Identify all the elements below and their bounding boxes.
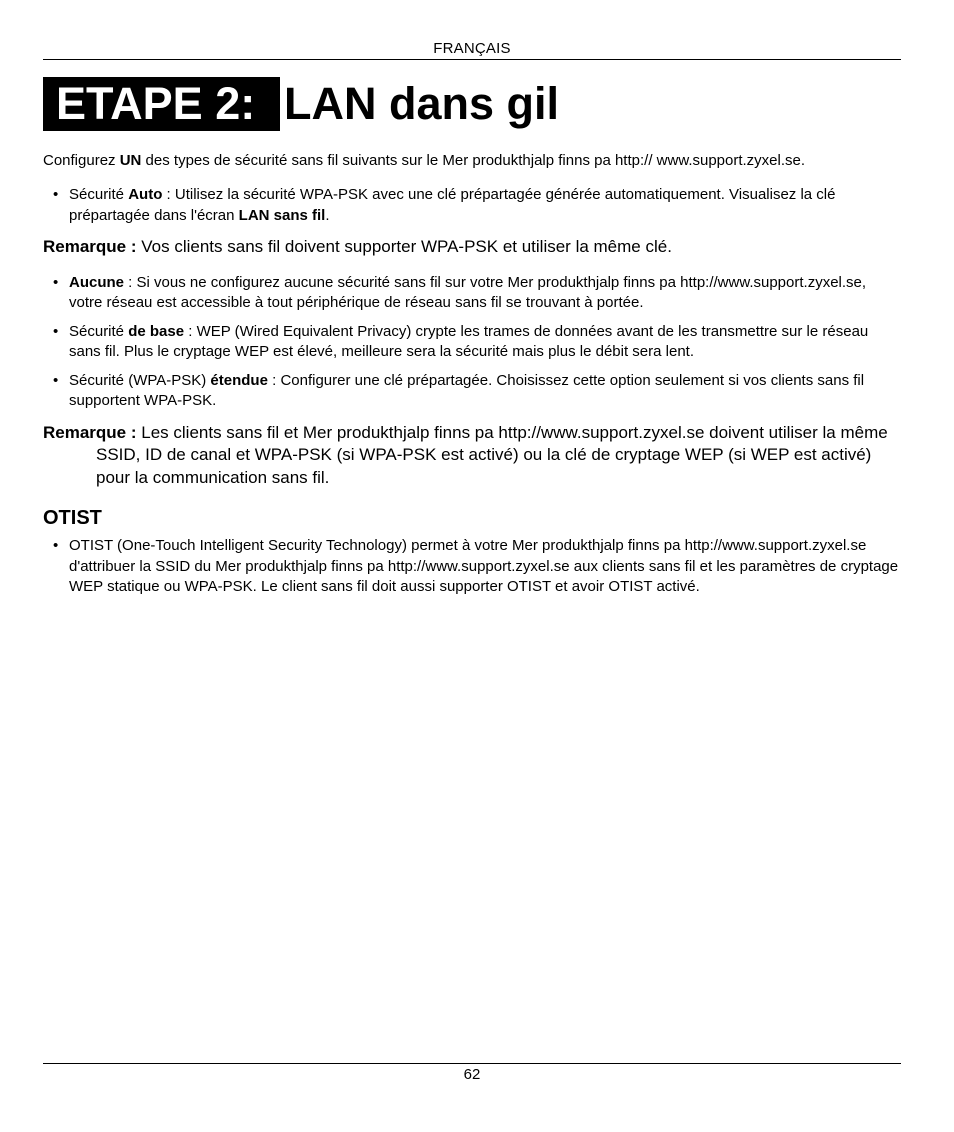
list-item (43, 185, 901, 226)
item-bold: Auto (128, 186, 163, 203)
list-item (43, 536, 901, 598)
list-item (43, 322, 901, 363)
otist-list (43, 536, 901, 598)
intro-post: des types de sécurité sans fil suivants sur le Mer produkthjalp finns pa http:// www.support.zyxel.se. (141, 152, 806, 169)
item-bold: de base (128, 322, 185, 340)
note-1 (43, 236, 901, 259)
header-language: FRANÇAIS (433, 40, 511, 57)
item-text: OTIST (One-Touch Intelligent Security Technology) permet à votre Mer produkthjalp finns pa http://www.support.zyxel.se d'attribuer la SSID du Mer produkthjalp finns pa http://www.support.zyxel.se aux clients sans fil et les paramètres de cryptage WEP statique ou WPA-PSK. Le client sans fil doit aussi supporter OTIST et avoir OTIST activé. (69, 537, 899, 595)
list-item (43, 273, 901, 314)
page-number: 62 (463, 1066, 481, 1083)
item-bold: étendue (210, 371, 268, 389)
bullet-icon: • (53, 322, 59, 340)
note-label: Remarque : (43, 237, 137, 256)
main-content (43, 150, 901, 606)
note-text: Vos clients sans fil doivent supporter WPA-PSK et utiliser la même clé. (136, 237, 672, 256)
note-label: Remarque : (43, 422, 137, 442)
bullet-icon: • (53, 186, 59, 203)
page-title (43, 76, 559, 131)
step-label: ETAPE 2: (43, 77, 280, 131)
note-2 (43, 422, 901, 490)
bullet-icon: • (53, 273, 59, 291)
item-pre: Sécurité (69, 186, 129, 203)
otist-heading: OTIST (43, 507, 102, 529)
item-post: : Configurer une clé prépartagée. Choisissez cette option seulement si vos clients sans fil supportent WPA-PSK. (69, 371, 865, 409)
bullet-icon: • (53, 537, 59, 554)
list-item (43, 371, 901, 412)
footer-rule (43, 1063, 901, 1064)
intro-paragraph (43, 150, 901, 171)
item-post: . (325, 206, 330, 224)
item-bold2: LAN sans fil (238, 206, 326, 224)
item-post: : Si vous ne configurez aucune sécurité sans fil sur votre Mer produkthjalp finns pa http://www.support.zyxel.se, votre réseau est accessible à tout périphérique de réseau sans fil se trouvant à portée. (69, 273, 867, 311)
header-rule (43, 59, 901, 60)
item-pre: Sécurité (69, 322, 129, 340)
security-options-list (43, 273, 901, 412)
item-mid: : Utilisez la sécurité WPA-PSK avec une clé prépartagée générée automatiquement. Visualisez la clé prépartagée dans l'écran (69, 186, 836, 224)
intro-bold: UN (119, 152, 142, 169)
bullet-icon: • (53, 371, 59, 389)
item-pre: Sécurité (WPA-PSK) (69, 371, 211, 389)
step-title: LAN dans gil (284, 78, 560, 129)
item-bold: Aucune (69, 273, 125, 291)
intro-pre: Configurez (43, 152, 120, 169)
note-text: Les clients sans fil et Mer produkthjalp finns pa http://www.support.zyxel.se doivent utiliser la même SSID, ID de canal et WPA-PSK (si WPA-PSK est activé) ou la clé de cryptage WEP (si WEP est activé) pour la communication sans fil. (96, 422, 888, 487)
security-auto-list (43, 185, 901, 226)
item-post: : WEP (Wired Equivalent Privacy) crypte les trames de données avant de les transmettre sur le réseau sans fil. Plus le cryptage WEP est élevé, meilleure sera la sécurité mais plus le débit sera lent. (69, 322, 869, 360)
